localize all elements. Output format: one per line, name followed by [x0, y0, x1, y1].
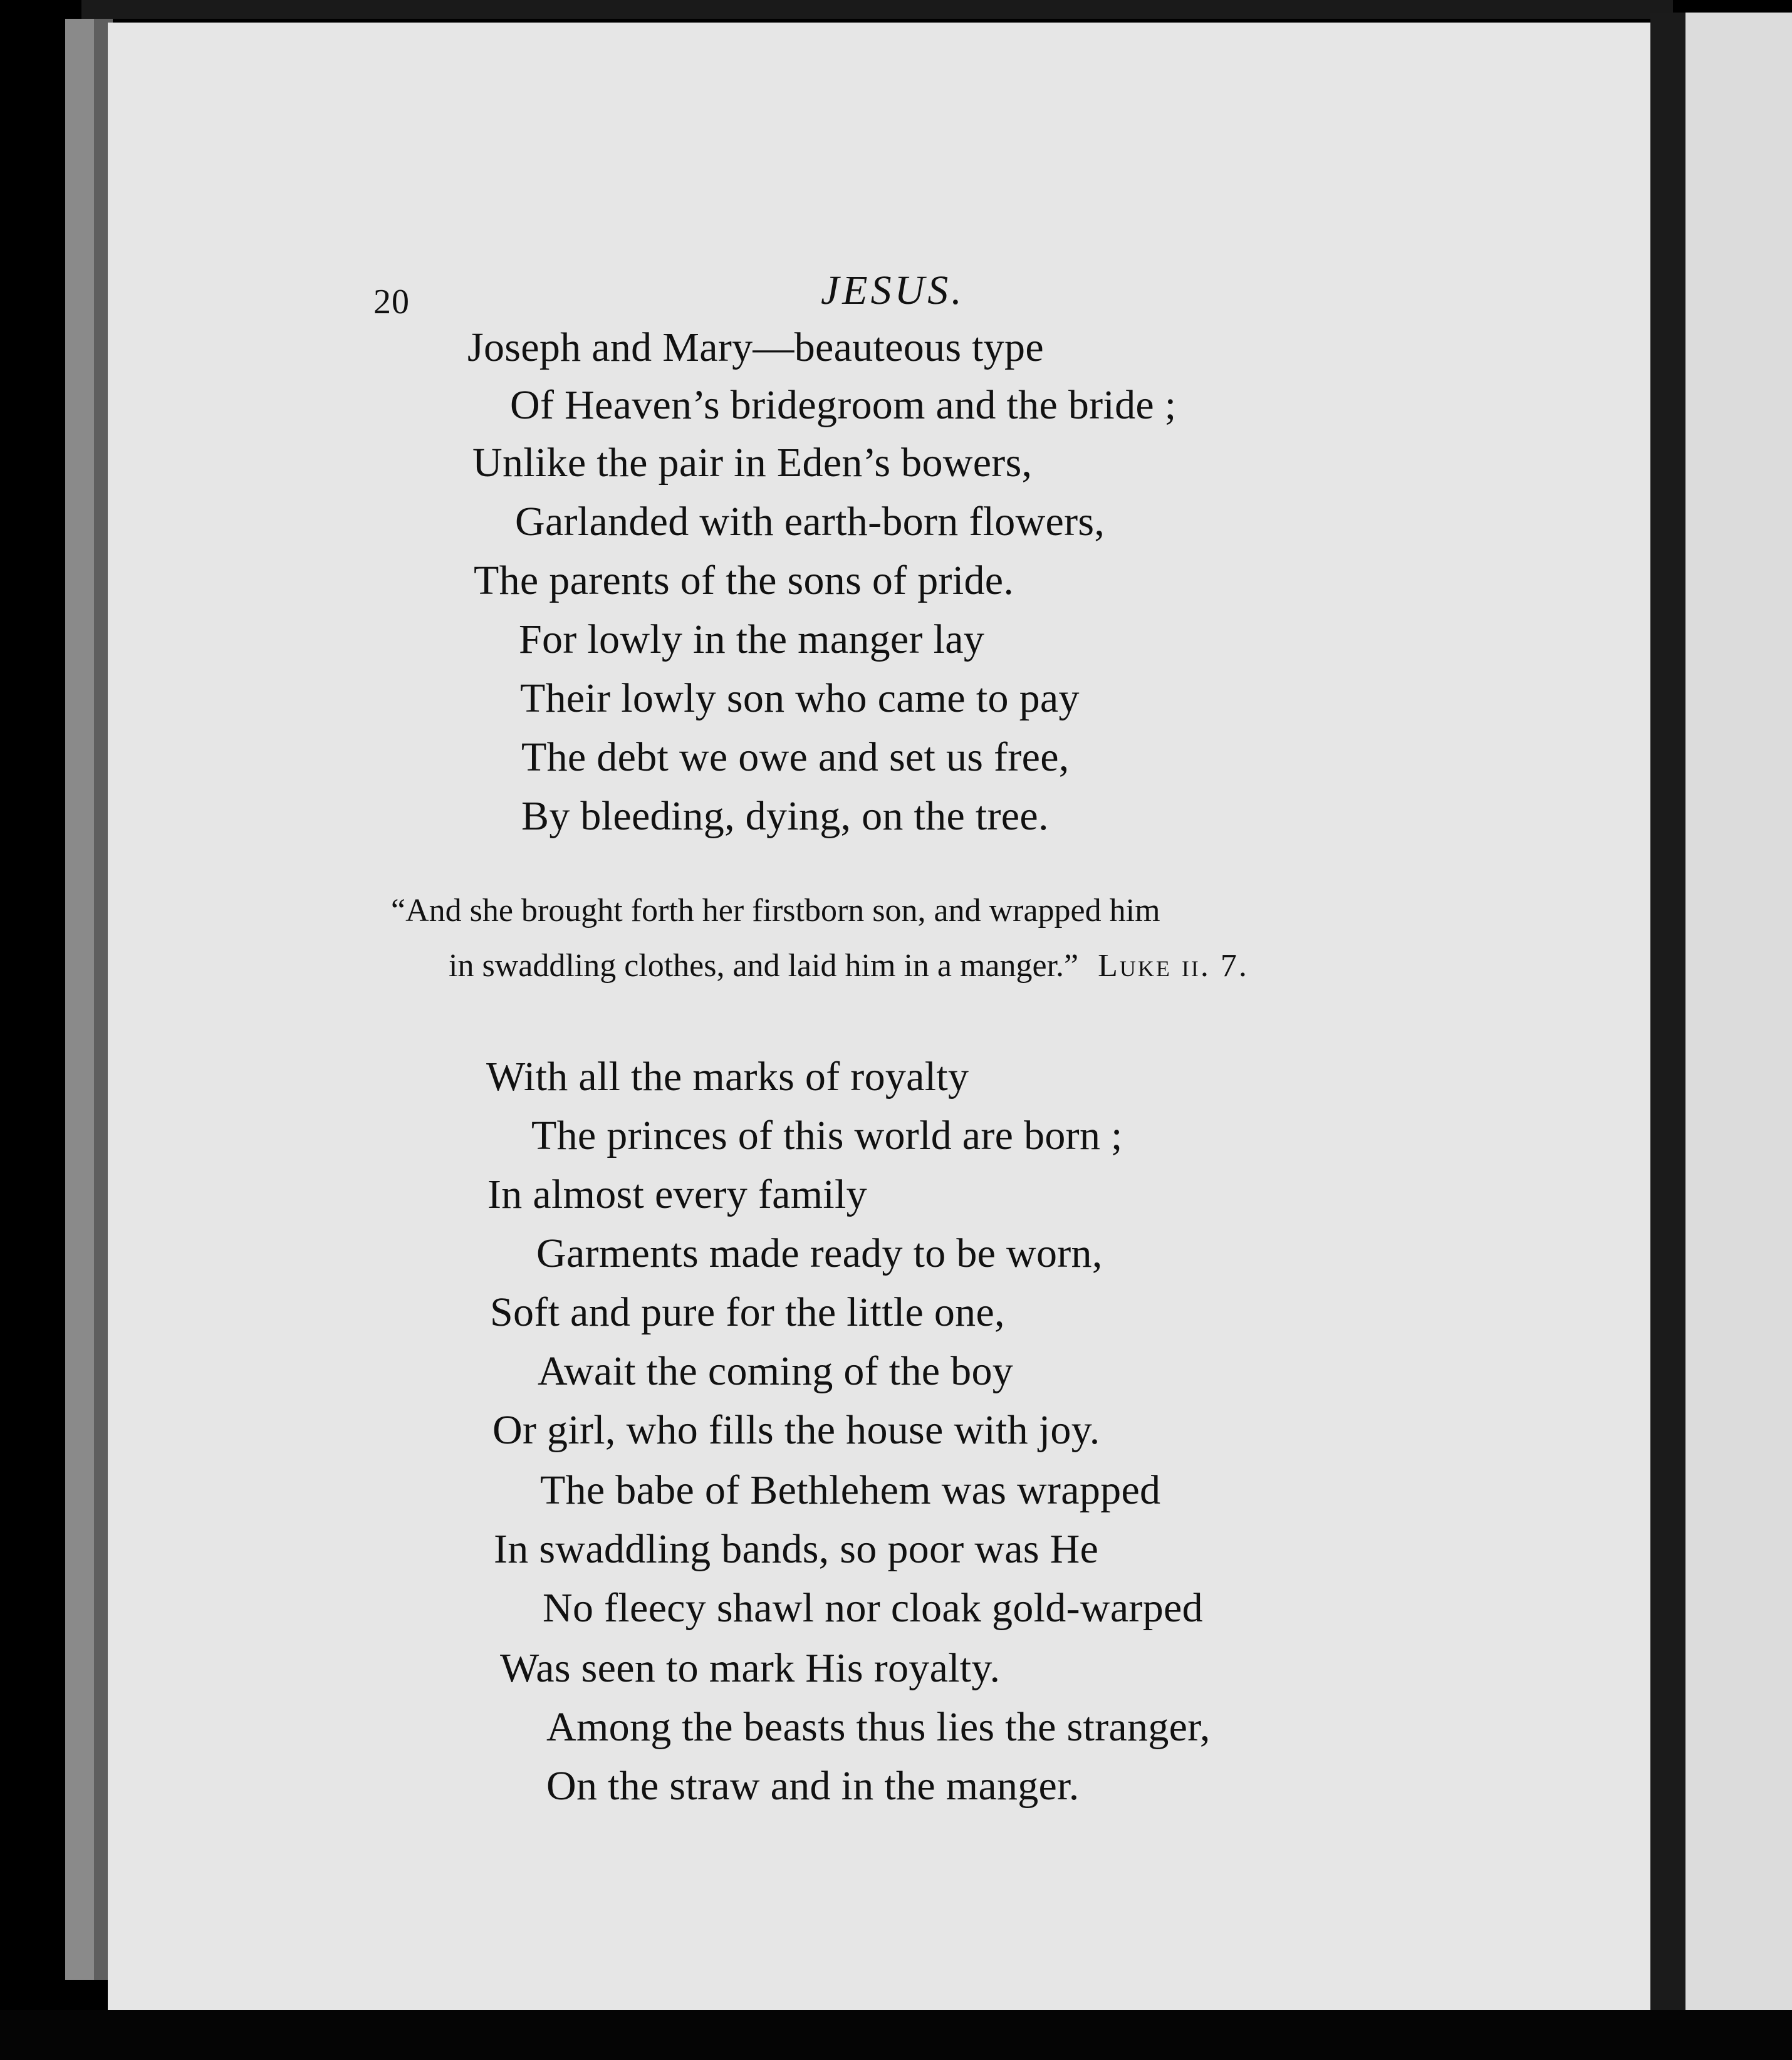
poem-line: Unlike the pair in Eden’s bowers,: [472, 440, 1033, 486]
poem-line: In swaddling bands, so poor was He: [494, 1526, 1099, 1572]
poem-line: By bleeding, dying, on the tree.: [521, 793, 1049, 839]
poem-line: In almost every family: [487, 1172, 867, 1217]
book-page: [108, 23, 1650, 2010]
poem-line: Their lowly son who came to pay: [520, 675, 1080, 721]
running-head: JESUS.: [821, 268, 965, 313]
page-header: [108, 267, 1650, 323]
poem-line: Await the coming of the boy: [538, 1348, 1014, 1394]
page-number: 20: [373, 283, 410, 321]
poem-line: Of Heaven’s bridegroom and the bride ;: [510, 382, 1177, 428]
poem-line: Garlanded with earth-born flowers,: [515, 499, 1105, 544]
poem-line: Among the beasts thus lies the stranger,: [546, 1704, 1211, 1750]
poem-line: Was seen to mark His royalty.: [500, 1645, 1001, 1691]
scan-bottom-edge: [0, 2010, 1792, 2060]
scan-top-edge: [81, 0, 1673, 19]
poem-line: On the straw and in the manger.: [546, 1763, 1080, 1809]
poem-line: Or girl, who fills the house with joy.: [492, 1407, 1100, 1453]
poem-line: With all the marks of royalty: [486, 1054, 969, 1100]
poem-line: The babe of Bethlehem was wrapped: [540, 1467, 1161, 1513]
poem-line: Garments made ready to be worn,: [536, 1230, 1103, 1276]
poem-line: Soft and pure for the little one,: [490, 1289, 1005, 1335]
facing-page-edge: [1685, 13, 1792, 2011]
poem-line: The parents of the sons of pride.: [474, 558, 1014, 603]
poem-line: The debt we owe and set us free,: [521, 734, 1070, 780]
book-gutter: [1650, 13, 1685, 2011]
quote-line-2: [449, 950, 1249, 982]
quote-line: “And she brought forth her firstborn son, and wrapped him: [391, 893, 1160, 929]
poem-line: No fleecy shawl nor cloak gold-warped: [543, 1585, 1203, 1631]
poem-line: Joseph and Mary—beauteous type: [467, 325, 1044, 370]
poem-line: For lowly in the manger lay: [519, 616, 985, 662]
bible-citation: Luke ii. 7.: [1098, 948, 1249, 984]
poem-line: The princes of this world are born ;: [531, 1113, 1123, 1158]
quote-text: in swaddling clothes, and laid him in a manger.”: [449, 948, 1079, 984]
